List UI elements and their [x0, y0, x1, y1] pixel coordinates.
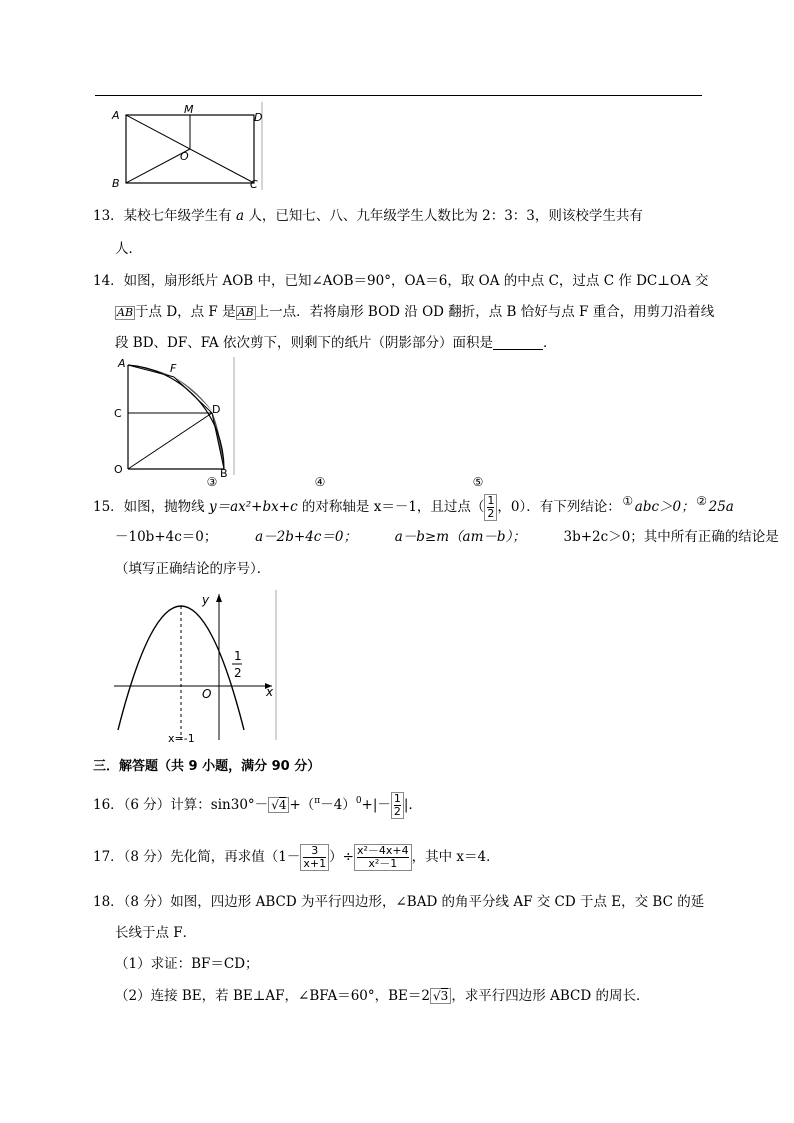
arc-ab-2: AB [237, 306, 254, 319]
axis-x-label: x [266, 685, 274, 699]
q18-line1: 18．（8 分）如图，四边形 ABCD 为平行四边形，∠BAD 的角平分线 AF 交 CD 于点 E，交 BC 的延 [93, 894, 705, 910]
q13-line2: 人． [115, 241, 142, 257]
fraction-quadratic: $\frac{\text{x²－4x+4}}{\text{x²－1}}$ [354, 844, 412, 871]
label-O: O [114, 463, 123, 476]
label-F: F [170, 362, 177, 375]
label-O: O [180, 150, 189, 163]
half-denominator: 2 [234, 666, 242, 680]
q16-line: 16．（6 分）计算：$\sin 30^\circ- √4 +(^\pi-4)^0+|-$ $\frac{1}{2}$ |． [93, 792, 422, 818]
label-C: C [250, 178, 258, 191]
label-B: B [112, 177, 120, 190]
label-A: A [112, 109, 120, 122]
fraction-3-over-x1: $\frac{3}{x+1}$ [300, 844, 329, 871]
origin-label: O [202, 687, 212, 701]
q15-line3: （填写正确结论的序号）． [115, 561, 271, 577]
q14-line2: AB 于点 D，点 F 是 AB 上一点．若将扇形 BOD 沿 OD 翻折，点 B 恰好与点 F 重合，用剪刀沿着线 [117, 304, 715, 320]
header-rule [95, 95, 702, 96]
sqrt-3: √3 [430, 988, 451, 1004]
answer-blank [493, 335, 543, 350]
q17-line: 17．（8 分）先化简，再求值（1－ $\frac{3}{x+1}$ ）÷ $\frac{\text{x²－4x+4}}{\text{x²－1}}$ ，其中 x＝4． [93, 844, 500, 870]
q13-line1: 13．某校七年级学生有 a 人，已知七、八、九年级学生人数比为 2：3：3，则该校学生共有 [93, 208, 643, 224]
label-B: B [220, 467, 228, 480]
q18-line2: 长线于点 F． [115, 925, 197, 941]
half-numerator: 1 [234, 649, 242, 663]
mark-3: ③ [206, 475, 218, 489]
fraction-half: $\frac{1}{2}$ [484, 494, 497, 521]
q15-line2: －10b+4c＝0； a－2b+4c＝0； a－b≥m（am－b）； 3b+2c＞0；其中所有正确的结论是 [115, 529, 779, 545]
arc-ab-1: AB [117, 306, 134, 319]
label-M: M [184, 103, 194, 116]
fraction-half: $\frac{1}{2}$ [391, 792, 404, 819]
q14-line3: 段 BD、DF、FA 依次剪下，则剩下的纸片（阴影部分）面积是 ． [115, 335, 557, 351]
label-D: D [212, 403, 221, 416]
section-title: 三．解答题（共 9 小题，满分 90 分） [93, 759, 321, 774]
figure-sector [108, 355, 238, 480]
mark-4: ④ [314, 475, 326, 489]
label-C: C [114, 407, 122, 420]
label-A: A [118, 357, 126, 370]
axis-y-label: y [202, 593, 210, 607]
q14-line1: 14．如图，扇形纸片 AOB 中，已知∠AOB＝90°，OA＝6，取 OA 的中点 C，过点 C 作 DC⊥OA 交 [93, 273, 709, 289]
label-D: D [254, 111, 263, 124]
mark-1: ① [622, 494, 634, 508]
q18-line4: （2）连接 BE，若 BE⊥AF，∠BFA＝60°，BE＝2 √3 ，求平行四边形 ABCD 的周长． [115, 988, 650, 1004]
mark-2: ② [696, 494, 707, 508]
figure-rectangle [108, 102, 268, 192]
figure-parabola [108, 590, 280, 746]
q18-line3: （1）求证：BF＝CD； [115, 956, 259, 972]
axis-of-symmetry-label: x=-1 [168, 732, 195, 745]
mark-5: ⑤ [472, 475, 484, 489]
q15-line1: 15．如图，抛物线 ③ y＝ax²+bx+c 的对称轴是 x＝－1，且过点（ ④ $\frac{1}{2}$ ⑤ ，0）．有下列结论： ① abc＞0； ② 25a [93, 475, 734, 520]
sqrt-4: √4 [268, 797, 289, 813]
